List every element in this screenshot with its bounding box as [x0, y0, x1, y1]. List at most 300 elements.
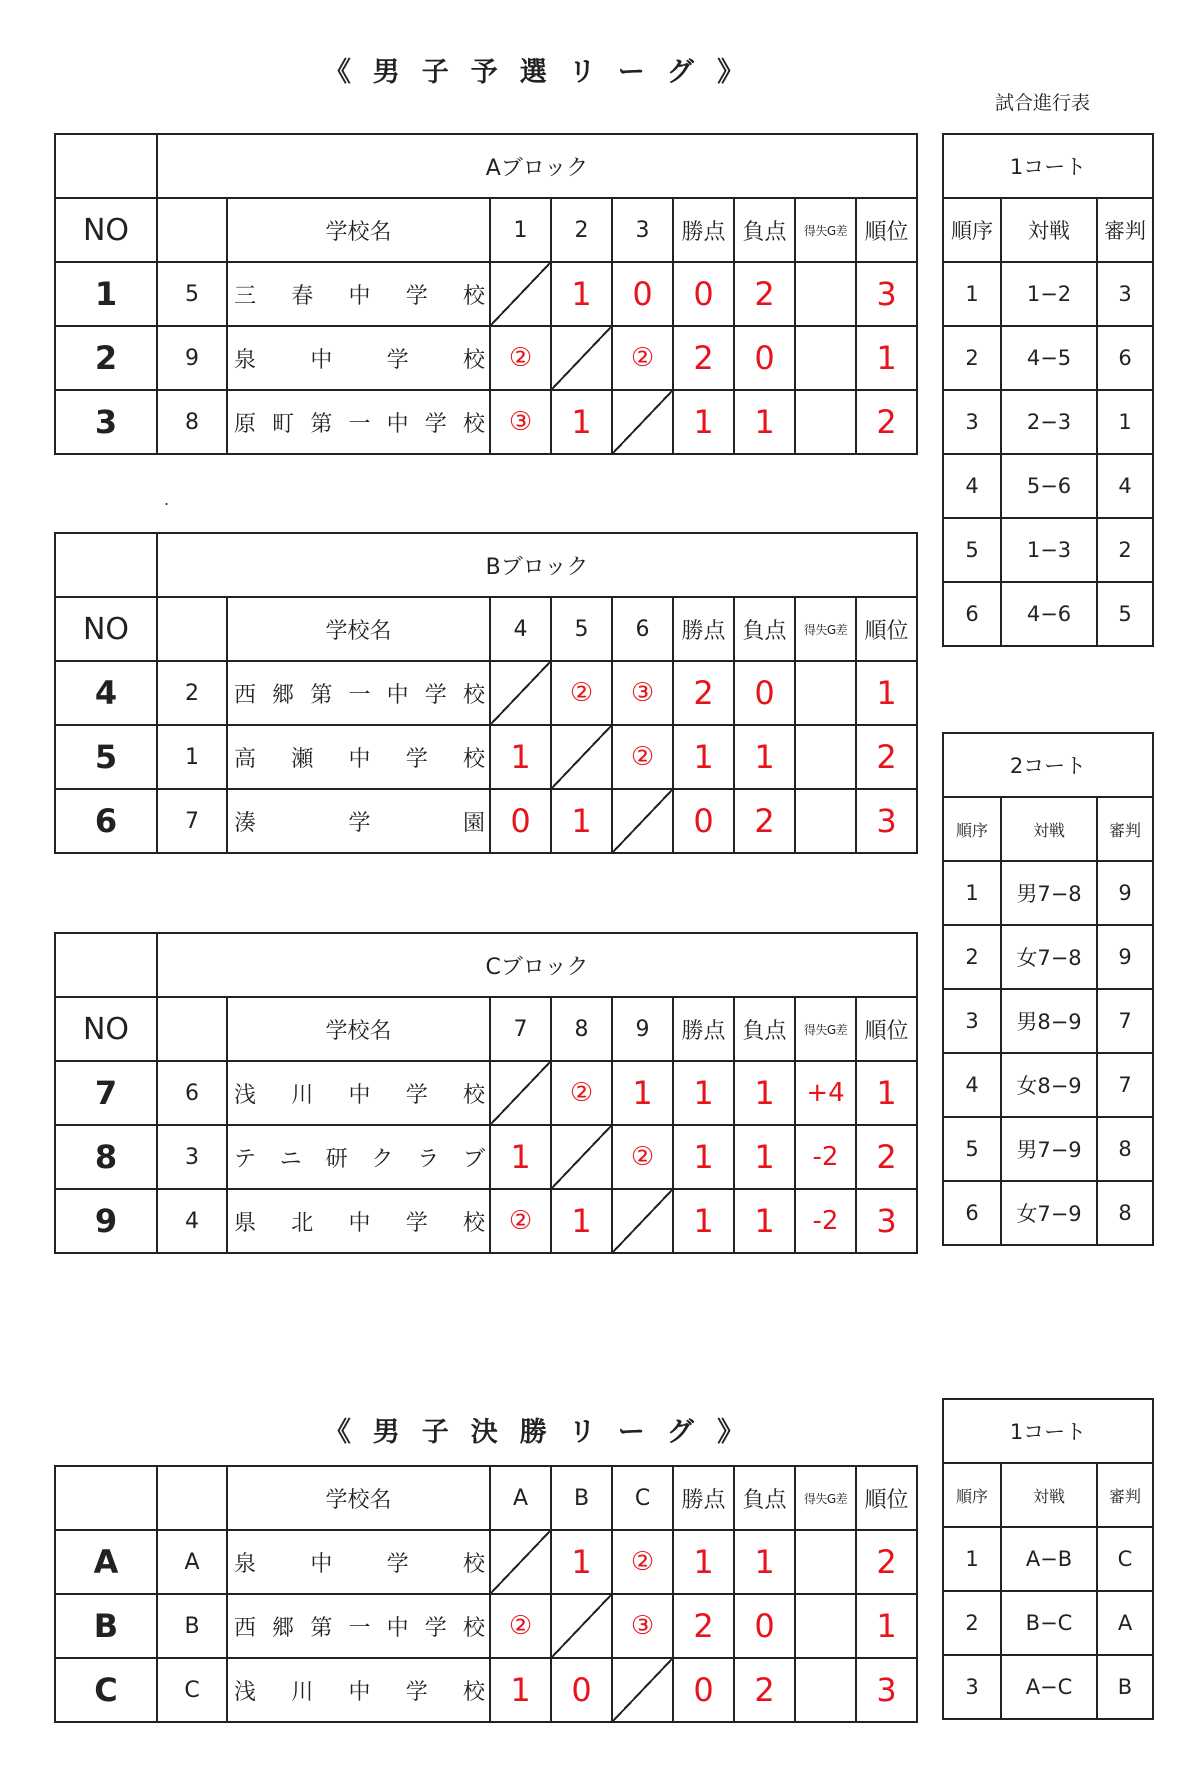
rank: 3	[856, 1189, 917, 1253]
school-char: 町	[272, 411, 295, 437]
school-header: 学校名	[227, 198, 490, 262]
goal-diff: +4	[795, 1061, 856, 1125]
row-number: 9	[55, 1189, 157, 1253]
school-name	[227, 725, 490, 789]
table-row	[55, 1594, 917, 1658]
school-header: 学校名	[227, 597, 490, 661]
points-won-header: 勝点	[673, 1466, 734, 1530]
match-result: 1	[490, 1658, 551, 1722]
points-won-header: 勝点	[673, 597, 734, 661]
match-result: ③	[612, 661, 673, 725]
opponent-header-2: 3	[612, 198, 673, 262]
table-row	[55, 1125, 917, 1189]
block-c-table	[54, 932, 918, 1254]
seed-number: 8	[157, 390, 227, 454]
match-result: ②	[612, 1125, 673, 1189]
school-name	[227, 262, 490, 326]
points-lost-header: 負点	[734, 597, 795, 661]
match-order: 3	[943, 989, 1001, 1053]
school-name	[227, 1061, 490, 1125]
points-lost: 0	[734, 661, 795, 725]
school-char: 園	[462, 810, 485, 836]
school-char: 中	[310, 1551, 333, 1577]
block-a-table	[54, 133, 918, 455]
match-result: ②	[490, 1594, 551, 1658]
rank: 2	[856, 390, 917, 454]
goal-diff-header: 得失G差	[795, 997, 856, 1061]
school-char: 川	[291, 1679, 314, 1705]
table-row	[943, 262, 1153, 326]
row-number: C	[55, 1658, 157, 1722]
school-char: テ	[234, 1146, 257, 1172]
points-lost: 1	[734, 1530, 795, 1594]
table-row	[943, 1527, 1153, 1591]
match-order: 5	[943, 1117, 1001, 1181]
rank-header: 順位	[856, 1466, 917, 1530]
opponent-header-2: C	[612, 1466, 673, 1530]
table-row	[55, 661, 917, 725]
points-won: 1	[673, 1189, 734, 1253]
school-char: 西	[234, 682, 257, 708]
rank: 1	[856, 1061, 917, 1125]
rank-header: 順位	[856, 597, 917, 661]
match-order: 2	[943, 326, 1001, 390]
table-row	[943, 454, 1153, 518]
match-result: ②	[612, 725, 673, 789]
opponent-header-0: A	[490, 1466, 551, 1530]
school-char: 学	[386, 347, 409, 373]
match-order: 1	[943, 262, 1001, 326]
seed-header	[157, 997, 227, 1061]
school-char: 中	[348, 746, 371, 772]
final-title: 《男子決勝リーグ》	[323, 1417, 767, 1448]
seed-number: 1	[157, 725, 227, 789]
points-lost: 1	[734, 1125, 795, 1189]
points-lost: 1	[734, 1061, 795, 1125]
self-match-cell	[551, 326, 612, 390]
school-char: 学	[405, 746, 428, 772]
stray-dot: .	[164, 490, 170, 509]
match-order: 6	[943, 1181, 1001, 1245]
school-char: 西	[234, 1615, 257, 1641]
seed-number: 7	[157, 789, 227, 853]
goal-diff	[795, 326, 856, 390]
match-result: 1	[551, 1189, 612, 1253]
school-char: 中	[348, 283, 371, 309]
match-referee: 5	[1097, 582, 1153, 646]
seed-number: 9	[157, 326, 227, 390]
opponent-header-1: 5	[551, 597, 612, 661]
match-header: 対戦	[1001, 198, 1097, 262]
match-referee: 9	[1097, 925, 1153, 989]
rank: 1	[856, 661, 917, 725]
rank: 3	[856, 789, 917, 853]
opponent-header-0: 1	[490, 198, 551, 262]
match-pair: 女8−9	[1001, 1053, 1097, 1117]
opponent-header-2: 9	[612, 997, 673, 1061]
match-result: 0	[551, 1658, 612, 1722]
table-row	[55, 326, 917, 390]
match-referee: 8	[1097, 1181, 1153, 1245]
points-won: 1	[673, 1061, 734, 1125]
points-lost: 2	[734, 262, 795, 326]
seed-number: 5	[157, 262, 227, 326]
match-order: 2	[943, 1591, 1001, 1655]
school-char: ブ	[462, 1146, 485, 1172]
self-match-cell	[551, 1594, 612, 1658]
table-row	[943, 989, 1153, 1053]
table-row	[55, 789, 917, 853]
school-char: 校	[462, 1679, 485, 1705]
school-char: 原	[234, 411, 257, 437]
match-result: ③	[612, 1594, 673, 1658]
points-lost-header: 負点	[734, 997, 795, 1061]
no-header	[55, 1466, 157, 1530]
row-number: 3	[55, 390, 157, 454]
row-number: 6	[55, 789, 157, 853]
points-won-header: 勝点	[673, 198, 734, 262]
goal-diff-header: 得失G差	[795, 1466, 856, 1530]
school-char: 郷	[272, 682, 295, 708]
court-name: 1コート	[943, 134, 1153, 198]
match-order: 6	[943, 582, 1001, 646]
school-char: 泉	[234, 1551, 257, 1577]
rank: 3	[856, 262, 917, 326]
school-name	[227, 1658, 490, 1722]
rank-header: 順位	[856, 997, 917, 1061]
goal-diff: -2	[795, 1125, 856, 1189]
self-match-cell	[612, 789, 673, 853]
school-header: 学校名	[227, 997, 490, 1061]
school-char: 一	[348, 411, 371, 437]
match-pair: 男7−8	[1001, 861, 1097, 925]
match-result: ②	[551, 1061, 612, 1125]
seed-number: 6	[157, 1061, 227, 1125]
table-row	[943, 390, 1153, 454]
match-result: 0	[490, 789, 551, 853]
match-pair: 男7−9	[1001, 1117, 1097, 1181]
school-char: 学	[424, 1615, 447, 1641]
court-1-table	[942, 133, 1154, 647]
match-result: 1	[551, 789, 612, 853]
school-char: 浅	[234, 1679, 257, 1705]
points-lost-header: 負点	[734, 198, 795, 262]
match-pair: 4−5	[1001, 326, 1097, 390]
block-name: Aブロック	[157, 134, 917, 198]
seed-header	[157, 198, 227, 262]
table-row	[943, 1181, 1153, 1245]
seed-number: 3	[157, 1125, 227, 1189]
match-order: 3	[943, 390, 1001, 454]
school-char: 中	[386, 1615, 409, 1641]
school-char: 研	[325, 1146, 348, 1172]
self-match-cell	[490, 262, 551, 326]
match-referee: 3	[1097, 262, 1153, 326]
school-char: 学	[405, 1082, 428, 1108]
school-char: 校	[462, 411, 485, 437]
points-won-header: 勝点	[673, 997, 734, 1061]
school-char: 中	[348, 1210, 371, 1236]
points-won: 2	[673, 326, 734, 390]
school-char: 浅	[234, 1082, 257, 1108]
seed-number: C	[157, 1658, 227, 1722]
table-row	[943, 326, 1153, 390]
points-won: 2	[673, 1594, 734, 1658]
match-pair: 2−3	[1001, 390, 1097, 454]
self-match-cell	[551, 1125, 612, 1189]
court-2-table	[942, 732, 1154, 1246]
match-order: 3	[943, 1655, 1001, 1719]
school-char: 学	[386, 1551, 409, 1577]
school-char: ニ	[279, 1146, 302, 1172]
school-char: 郷	[272, 1615, 295, 1641]
seed-number: 2	[157, 661, 227, 725]
match-result: ②	[490, 1189, 551, 1253]
match-pair: 4−6	[1001, 582, 1097, 646]
final-court-1-table	[942, 1398, 1154, 1720]
school-name	[227, 661, 490, 725]
school-name	[227, 1125, 490, 1189]
points-won: 1	[673, 725, 734, 789]
match-referee: 1	[1097, 390, 1153, 454]
school-char: 校	[462, 682, 485, 708]
match-referee: 6	[1097, 326, 1153, 390]
opponent-header-0: 4	[490, 597, 551, 661]
school-char: 泉	[234, 347, 257, 373]
table-row	[943, 925, 1153, 989]
row-number: A	[55, 1530, 157, 1594]
points-won: 1	[673, 1530, 734, 1594]
goal-diff	[795, 262, 856, 326]
school-char: 校	[462, 1615, 485, 1641]
self-match-cell	[551, 725, 612, 789]
table-row	[943, 861, 1153, 925]
points-lost: 0	[734, 1594, 795, 1658]
school-char: 学	[424, 682, 447, 708]
match-pair: 5−6	[1001, 454, 1097, 518]
match-pair: A−B	[1001, 1527, 1097, 1591]
referee-header: 審判	[1097, 1463, 1153, 1527]
referee-header: 審判	[1097, 198, 1153, 262]
school-header: 学校名	[227, 1466, 490, 1530]
goal-diff	[795, 661, 856, 725]
table-row	[55, 1061, 917, 1125]
match-referee: 7	[1097, 1053, 1153, 1117]
school-char: 校	[462, 1551, 485, 1577]
match-order: 5	[943, 518, 1001, 582]
match-result: 1	[490, 1125, 551, 1189]
final-league-table	[54, 1465, 918, 1723]
self-match-cell	[490, 1530, 551, 1594]
points-lost: 0	[734, 326, 795, 390]
match-referee: 2	[1097, 518, 1153, 582]
school-char: 学	[348, 810, 371, 836]
seed-number: A	[157, 1530, 227, 1594]
table-row	[943, 1655, 1153, 1719]
points-lost: 1	[734, 1189, 795, 1253]
self-match-cell	[490, 661, 551, 725]
match-result: 1	[612, 1061, 673, 1125]
match-pair: 女7−8	[1001, 925, 1097, 989]
match-header: 対戦	[1001, 797, 1097, 861]
block-name: Cブロック	[157, 933, 917, 997]
table-row	[943, 1053, 1153, 1117]
points-won: 0	[673, 789, 734, 853]
school-char: 第	[310, 682, 333, 708]
school-char: 瀬	[291, 746, 314, 772]
prelim-title: 《男子予選リーグ》	[323, 57, 767, 88]
goal-diff: -2	[795, 1189, 856, 1253]
table-row	[55, 262, 917, 326]
table-row	[55, 390, 917, 454]
corner-cell	[55, 134, 157, 198]
school-char: 校	[462, 746, 485, 772]
school-char: 中	[348, 1679, 371, 1705]
school-char: 中	[310, 347, 333, 373]
match-result: 1	[551, 262, 612, 326]
corner-cell	[55, 933, 157, 997]
goal-diff	[795, 725, 856, 789]
schedule-label: 試合進行表	[995, 92, 1091, 114]
points-won: 2	[673, 661, 734, 725]
row-number: 4	[55, 661, 157, 725]
school-name	[227, 390, 490, 454]
school-name	[227, 789, 490, 853]
row-number: 2	[55, 326, 157, 390]
school-name	[227, 1594, 490, 1658]
table-row	[55, 1189, 917, 1253]
points-lost: 1	[734, 725, 795, 789]
goal-diff	[795, 1594, 856, 1658]
block-b-table	[54, 532, 918, 854]
match-pair: A−C	[1001, 1655, 1097, 1719]
self-match-cell	[612, 390, 673, 454]
no-header: NO	[55, 997, 157, 1061]
court-name: 2コート	[943, 733, 1153, 797]
match-referee: B	[1097, 1655, 1153, 1719]
school-char: 川	[291, 1082, 314, 1108]
school-char: 一	[348, 682, 371, 708]
match-pair: 1−3	[1001, 518, 1097, 582]
school-name	[227, 1189, 490, 1253]
match-order: 2	[943, 925, 1001, 989]
table-row	[55, 1658, 917, 1722]
school-char: 第	[310, 411, 333, 437]
opponent-header-2: 6	[612, 597, 673, 661]
points-lost: 2	[734, 789, 795, 853]
rank: 2	[856, 725, 917, 789]
points-won: 0	[673, 262, 734, 326]
match-result: 1	[490, 725, 551, 789]
rank-header: 順位	[856, 198, 917, 262]
row-number: 7	[55, 1061, 157, 1125]
match-referee: 4	[1097, 454, 1153, 518]
no-header: NO	[55, 198, 157, 262]
table-row	[55, 1530, 917, 1594]
points-lost-header: 負点	[734, 1466, 795, 1530]
match-pair: 男8−9	[1001, 989, 1097, 1053]
school-char: 学	[405, 1679, 428, 1705]
school-char: 春	[291, 283, 314, 309]
goal-diff	[795, 1530, 856, 1594]
school-char: 中	[386, 411, 409, 437]
match-order: 4	[943, 454, 1001, 518]
match-pair: 1−2	[1001, 262, 1097, 326]
table-row	[943, 518, 1153, 582]
points-lost: 1	[734, 390, 795, 454]
school-char: 一	[348, 1615, 371, 1641]
order-header: 順序	[943, 1463, 1001, 1527]
match-pair: 女7−9	[1001, 1181, 1097, 1245]
no-header: NO	[55, 597, 157, 661]
rank: 1	[856, 1594, 917, 1658]
school-name	[227, 326, 490, 390]
points-won: 1	[673, 390, 734, 454]
row-number: 8	[55, 1125, 157, 1189]
goal-diff	[795, 1658, 856, 1722]
school-char: 校	[462, 347, 485, 373]
order-header: 順序	[943, 797, 1001, 861]
match-header: 対戦	[1001, 1463, 1097, 1527]
block-name: Bブロック	[157, 533, 917, 597]
school-char: 北	[291, 1210, 314, 1236]
seed-header	[157, 1466, 227, 1530]
goal-diff-header: 得失G差	[795, 198, 856, 262]
order-header: 順序	[943, 198, 1001, 262]
seed-number: 4	[157, 1189, 227, 1253]
points-won: 1	[673, 1125, 734, 1189]
match-referee: 7	[1097, 989, 1153, 1053]
row-number: B	[55, 1594, 157, 1658]
match-result: 1	[551, 1530, 612, 1594]
school-char: 校	[462, 283, 485, 309]
match-referee: 8	[1097, 1117, 1153, 1181]
school-char: 高	[234, 746, 257, 772]
school-char: ク	[371, 1146, 394, 1172]
match-order: 1	[943, 861, 1001, 925]
opponent-header-0: 7	[490, 997, 551, 1061]
match-order: 1	[943, 1527, 1001, 1591]
self-match-cell	[612, 1658, 673, 1722]
rank: 2	[856, 1530, 917, 1594]
match-pair: B−C	[1001, 1591, 1097, 1655]
opponent-header-1: 2	[551, 198, 612, 262]
match-result: ②	[551, 661, 612, 725]
match-referee: 9	[1097, 861, 1153, 925]
match-referee: C	[1097, 1527, 1153, 1591]
school-char: 中	[348, 1082, 371, 1108]
table-row	[55, 725, 917, 789]
school-char: 学	[424, 411, 447, 437]
goal-diff-header: 得失G差	[795, 597, 856, 661]
school-char: ラ	[417, 1146, 440, 1172]
goal-diff	[795, 789, 856, 853]
match-result: 1	[551, 390, 612, 454]
opponent-header-1: 8	[551, 997, 612, 1061]
self-match-cell	[612, 1189, 673, 1253]
school-char: 校	[462, 1210, 485, 1236]
rank: 2	[856, 1125, 917, 1189]
points-lost: 2	[734, 1658, 795, 1722]
table-row	[943, 1591, 1153, 1655]
self-match-cell	[490, 1061, 551, 1125]
row-number: 1	[55, 262, 157, 326]
seed-number: B	[157, 1594, 227, 1658]
school-char: 県	[234, 1210, 257, 1236]
points-won: 0	[673, 1658, 734, 1722]
table-row	[943, 582, 1153, 646]
match-referee: A	[1097, 1591, 1153, 1655]
